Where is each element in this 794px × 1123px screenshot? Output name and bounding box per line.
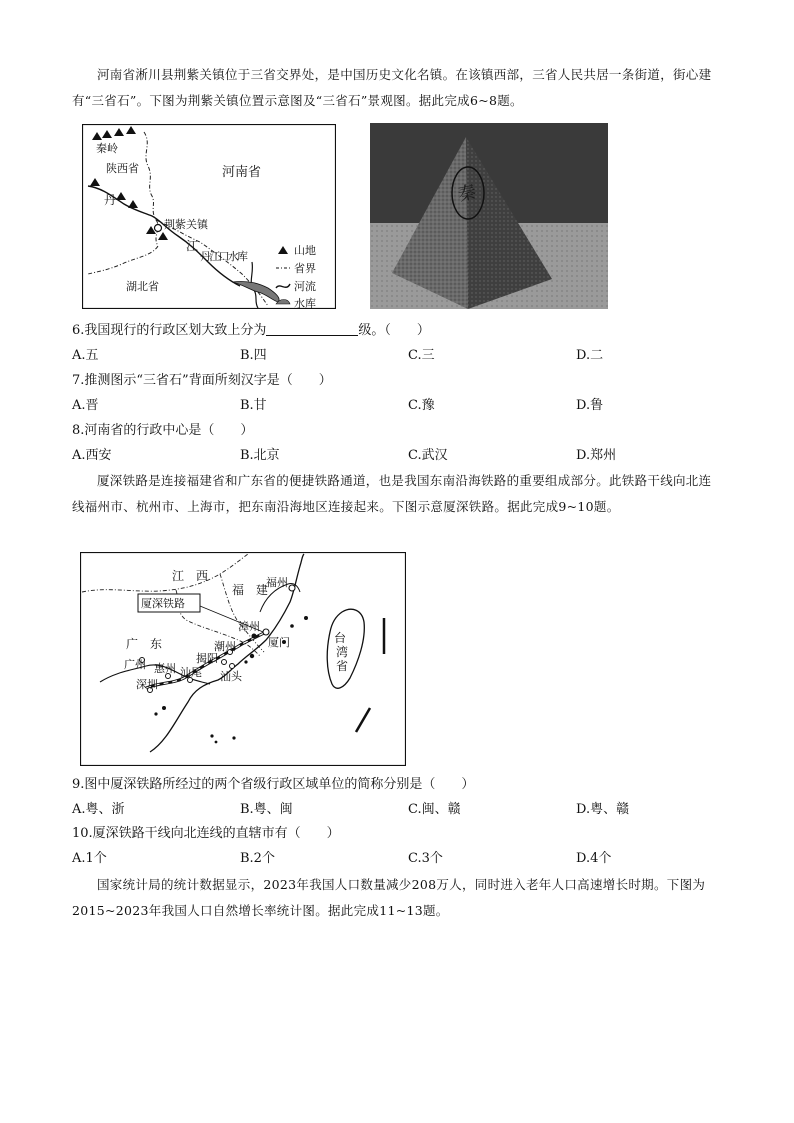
q8-option-d[interactable]: D.郑州 [576, 448, 617, 463]
jingziguan-location-map [82, 124, 336, 309]
label-jingziguan: 荆紫关镇 [164, 218, 208, 231]
xiashen-railway-map [80, 552, 406, 766]
q8-options [72, 444, 732, 468]
question-7: 7.推测图示“三省石”背面所刻汉字是（ ） [72, 373, 332, 388]
label-shanwei: 汕尾 [180, 666, 202, 679]
q8-option-b[interactable]: B.北京 [240, 448, 280, 463]
label-guangzhou: 广州 [124, 658, 146, 671]
q6-option-d[interactable]: D.二 [576, 348, 604, 363]
q6-option-b[interactable]: B.四 [240, 348, 267, 363]
passage-1: 河南省淅川县荆紫关镇位于三省交界处，是中国历史文化名镇。在该镇西部，三省人民共居一条街道，街心建有“三省石”。下图为荆紫关镇位置示意图及“三省石”景观图。据此完成6~8题。 [72, 67, 712, 108]
carved-character: 秦 [456, 181, 479, 206]
q10-option-a[interactable]: A.1个 [72, 851, 107, 866]
q9-option-c[interactable]: C.闽、赣 [408, 802, 461, 817]
marker-zhangzhou [252, 634, 257, 639]
q7-option-d[interactable]: D.鲁 [576, 398, 604, 413]
q9-option-b[interactable]: B.粤、闽 [240, 802, 293, 817]
legend-mountain: 山地 [294, 244, 316, 257]
marker-shantou [230, 664, 235, 669]
q6-stem-before: 6.我国现行的行政区划大致上分为 [72, 323, 267, 338]
label-guangdong: 广 东 [126, 637, 163, 651]
label-fujian: 福 建 [232, 583, 269, 597]
label-jieyang: 揭阳 [196, 652, 218, 665]
label-danjiang-2: 江 [186, 239, 199, 253]
jingziguan-town-marker [155, 225, 162, 232]
q10-option-c[interactable]: C.3个 [408, 851, 443, 866]
label-huizhou: 惠州 [154, 662, 176, 675]
q7-options [72, 394, 732, 418]
label-shenzhen: 深圳 [136, 678, 158, 691]
marker-xiamen [263, 629, 269, 635]
q6-stem-after: 级。（ ） [358, 323, 430, 338]
legend-border: 省界 [294, 262, 316, 275]
question-10: 10.厦深铁路干线向北连线的直辖市有（ ） [72, 826, 340, 841]
label-taiwan-2: 湾 [336, 645, 349, 659]
legend-reservoir: 水库 [294, 297, 316, 309]
q8-option-c[interactable]: C.武汉 [408, 448, 448, 463]
q8-option-a[interactable]: A.西安 [72, 448, 112, 463]
label-jiangxi: 江 西 [172, 569, 209, 583]
label-qinling: 秦岭 [96, 142, 118, 155]
q9-option-d[interactable]: D.粤、赣 [576, 802, 630, 817]
label-henan: 河南省 [222, 165, 262, 180]
legend-river: 河流 [294, 280, 316, 293]
marker-jieyang [222, 660, 227, 665]
label-danjiang-1: 丹 [104, 193, 117, 207]
q6-options [72, 344, 732, 368]
passage-2: 厦深铁路是连接福建省和广东省的便捷铁路通道，也是我国东南沿海铁路的重要组成部分。此铁路干线向北连线福州市、杭州市、上海市，把东南沿海地区连接起来。下图示意厦深铁路。据此完成9~10题。 [72, 473, 712, 514]
label-shaanxi: 陕西省 [106, 162, 139, 175]
marker-fuzhou [289, 585, 295, 591]
q10-option-d[interactable]: D.4个 [576, 851, 612, 866]
q10-options [72, 847, 732, 871]
label-taiwan-1: 台 [334, 631, 347, 645]
q9-options [72, 798, 732, 822]
q7-option-c[interactable]: C.豫 [408, 398, 435, 413]
label-xiamen: 厦门 [268, 636, 290, 649]
label-chaozhou: 潮州 [214, 640, 236, 653]
label-zhangzhou: 漳州 [238, 620, 260, 633]
label-fuzhou: 福州 [266, 576, 288, 589]
label-railway: 厦深铁路 [141, 597, 185, 610]
q6-option-c[interactable]: C.三 [408, 348, 435, 363]
label-shantou: 汕头 [220, 670, 242, 683]
three-province-stone-photo [370, 123, 608, 309]
q10-option-b[interactable]: B.2个 [240, 851, 275, 866]
q7-option-b[interactable]: B.甘 [240, 398, 267, 413]
label-taiwan-3: 省 [336, 659, 349, 673]
q6-blank [266, 321, 358, 336]
question-9: 9.图中厦深铁路所经过的两个省级行政区域单位的简称分别是（ ） [72, 777, 475, 792]
q7-option-a[interactable]: A.晋 [72, 398, 99, 413]
label-reservoir-name: 丹江口水库 [200, 250, 248, 263]
q9-option-a[interactable]: A.粤、浙 [72, 802, 125, 817]
label-hubei: 湖北省 [126, 280, 159, 293]
question-6 [72, 320, 430, 342]
question-8: 8.河南省的行政中心是（ ） [72, 423, 254, 438]
passage-3: 国家统计局的统计数据显示，2023年我国人口数量减少208万人，同时进入老年人口高速增长时期。下图为2015~2023年我国人口自然增长率统计图。据此完成11~13题。 [72, 877, 706, 918]
q6-option-a[interactable]: A.五 [72, 348, 99, 363]
